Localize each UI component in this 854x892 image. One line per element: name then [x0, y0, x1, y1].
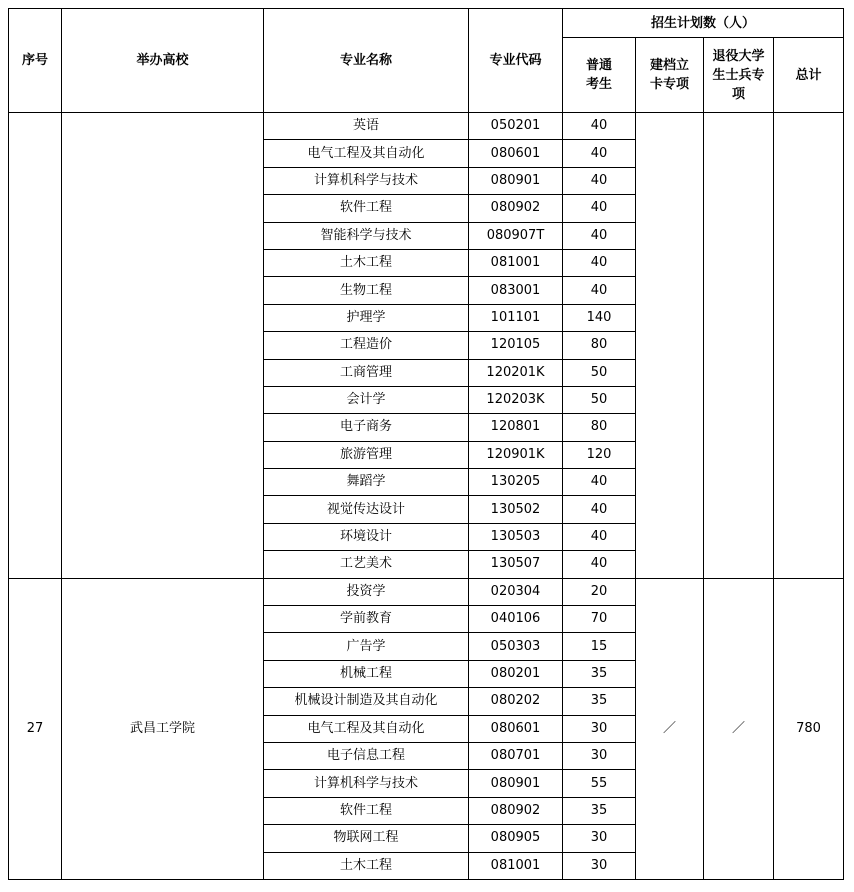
major-code-cell: 080907T	[469, 222, 563, 249]
table-header	[9, 9, 844, 113]
header-veteran-line3: 项	[731, 86, 745, 102]
header-regular-line1: 普通	[585, 58, 612, 73]
regular-count-cell: 40	[563, 222, 636, 249]
regular-count-cell: 40	[563, 140, 636, 167]
major-name-cell: 英语	[264, 113, 469, 140]
major-code-cell: 130507	[469, 551, 563, 578]
regular-count-cell: 80	[563, 332, 636, 359]
major-code-cell: 120201K	[469, 359, 563, 386]
major-code-cell: 101101	[469, 304, 563, 331]
school-cell	[62, 113, 264, 579]
major-code-cell: 080202	[469, 688, 563, 715]
major-code-cell: 080901	[469, 167, 563, 194]
header-major-code: 专业代码	[469, 9, 563, 113]
table-row	[9, 113, 844, 140]
major-code-cell: 040106	[469, 606, 563, 633]
regular-count-cell: 40	[563, 195, 636, 222]
major-name-cell: 工商管理	[264, 359, 469, 386]
major-name-cell: 智能科学与技术	[264, 222, 469, 249]
major-name-cell: 电气工程及其自动化	[264, 715, 469, 742]
header-veteran-line2: 生士兵专	[712, 67, 765, 83]
header-card-line1: 建档立	[649, 58, 689, 73]
major-name-cell: 工程造价	[264, 332, 469, 359]
major-name-cell: 计算机科学与技术	[264, 770, 469, 797]
major-name-cell: 计算机科学与技术	[264, 167, 469, 194]
major-name-cell: 电气工程及其自动化	[264, 140, 469, 167]
major-code-cell: 120105	[469, 332, 563, 359]
major-code-cell: 080902	[469, 195, 563, 222]
major-name-cell: 土木工程	[264, 249, 469, 276]
regular-count-cell: 40	[563, 523, 636, 550]
regular-count-cell: 40	[563, 277, 636, 304]
major-name-cell: 工艺美术	[264, 551, 469, 578]
regular-count-cell: 40	[563, 551, 636, 578]
regular-count-cell: 40	[563, 113, 636, 140]
table-body	[9, 113, 844, 880]
regular-count-cell: 50	[563, 386, 636, 413]
major-code-cell: 083001	[469, 277, 563, 304]
header-card-line2: 卡专项	[649, 77, 689, 92]
major-code-cell: 081001	[469, 249, 563, 276]
regular-count-cell: 40	[563, 496, 636, 523]
veteran-count-cell: ／	[704, 578, 774, 879]
regular-count-cell: 40	[563, 249, 636, 276]
major-code-cell: 130205	[469, 469, 563, 496]
regular-count-cell: 50	[563, 359, 636, 386]
regular-count-cell: 70	[563, 606, 636, 633]
major-name-cell: 软件工程	[264, 195, 469, 222]
regular-count-cell: 20	[563, 578, 636, 605]
table-row	[9, 578, 844, 605]
regular-count-cell: 30	[563, 825, 636, 852]
major-code-cell: 120801	[469, 414, 563, 441]
header-total: 总计	[774, 38, 844, 113]
major-name-cell: 投资学	[264, 578, 469, 605]
card-count-cell	[636, 113, 704, 579]
regular-count-cell: 40	[563, 469, 636, 496]
regular-count-cell: 15	[563, 633, 636, 660]
card-count-cell: ／	[636, 578, 704, 879]
header-index: 序号	[9, 9, 62, 113]
regular-count-cell: 30	[563, 715, 636, 742]
regular-count-cell: 35	[563, 797, 636, 824]
enrollment-plan-table	[8, 8, 844, 880]
regular-count-cell: 55	[563, 770, 636, 797]
veteran-count-cell	[704, 113, 774, 579]
header-regular-line2: 考生	[585, 77, 612, 92]
major-code-cell: 120901K	[469, 441, 563, 468]
header-school: 举办高校	[62, 9, 264, 113]
major-name-cell: 舞蹈学	[264, 469, 469, 496]
major-name-cell: 机械设计制造及其自动化	[264, 688, 469, 715]
header-regular	[563, 38, 636, 113]
major-name-cell: 会计学	[264, 386, 469, 413]
school-cell: 武昌工学院	[62, 578, 264, 879]
regular-count-cell: 120	[563, 441, 636, 468]
regular-count-cell: 35	[563, 688, 636, 715]
major-name-cell: 广告学	[264, 633, 469, 660]
major-name-cell: 视觉传达设计	[264, 496, 469, 523]
regular-count-cell: 40	[563, 167, 636, 194]
regular-count-cell: 30	[563, 852, 636, 879]
header-plan-group: 招生计划数（人）	[563, 9, 844, 38]
header-veteran	[704, 38, 774, 113]
major-code-cell: 020304	[469, 578, 563, 605]
major-code-cell: 050201	[469, 113, 563, 140]
total-cell: 780	[774, 578, 844, 879]
major-name-cell: 生物工程	[264, 277, 469, 304]
regular-count-cell: 140	[563, 304, 636, 331]
major-name-cell: 机械工程	[264, 660, 469, 687]
major-name-cell: 学前教育	[264, 606, 469, 633]
major-name-cell: 电子信息工程	[264, 742, 469, 769]
major-code-cell: 080601	[469, 140, 563, 167]
major-code-cell: 050303	[469, 633, 563, 660]
total-cell	[774, 113, 844, 579]
major-code-cell: 080601	[469, 715, 563, 742]
major-code-cell: 080901	[469, 770, 563, 797]
index-cell: 27	[9, 578, 62, 879]
header-major-name: 专业名称	[264, 9, 469, 113]
header-veteran-line1: 退役大学	[712, 48, 765, 64]
major-code-cell: 080201	[469, 660, 563, 687]
major-name-cell: 护理学	[264, 304, 469, 331]
major-name-cell: 旅游管理	[264, 441, 469, 468]
major-code-cell: 081001	[469, 852, 563, 879]
major-name-cell: 软件工程	[264, 797, 469, 824]
major-name-cell: 土木工程	[264, 852, 469, 879]
regular-count-cell: 35	[563, 660, 636, 687]
regular-count-cell: 30	[563, 742, 636, 769]
major-code-cell: 130502	[469, 496, 563, 523]
major-code-cell: 130503	[469, 523, 563, 550]
header-card	[636, 38, 704, 113]
major-name-cell: 环境设计	[264, 523, 469, 550]
major-name-cell: 电子商务	[264, 414, 469, 441]
major-code-cell: 080701	[469, 742, 563, 769]
major-name-cell: 物联网工程	[264, 825, 469, 852]
index-cell	[9, 113, 62, 579]
major-code-cell: 080905	[469, 825, 563, 852]
major-code-cell: 120203K	[469, 386, 563, 413]
regular-count-cell: 80	[563, 414, 636, 441]
major-code-cell: 080902	[469, 797, 563, 824]
